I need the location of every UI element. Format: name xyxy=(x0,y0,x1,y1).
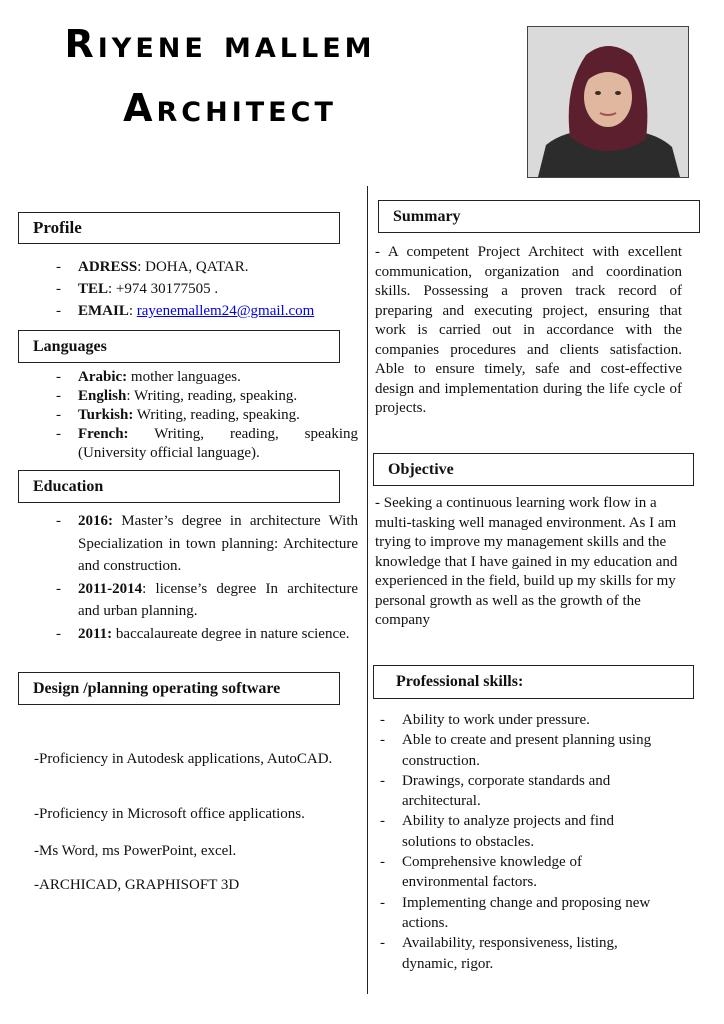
section-header-software xyxy=(18,672,340,705)
section-header-education xyxy=(18,470,340,503)
email-link[interactable]: rayenemallem24@gmail.com xyxy=(136,303,315,319)
section-header-skills xyxy=(373,665,694,699)
section-header-summary xyxy=(378,200,700,233)
section-title-languages: Languages xyxy=(33,337,107,355)
section-header-languages xyxy=(18,330,340,363)
objective-text: - Seeking a continuous learning work flow in a multi-tasking well managed environment. As I am trying to improve my management skills and the knowledge that I have gained in my education and experienced in the field, build up my skills for my personal growth as well as the growth of the company xyxy=(375,495,678,628)
language-item: - French: Writing, reading, speaking (University official language). xyxy=(56,425,358,463)
section-title-software: Design /planning operating software xyxy=(33,679,281,697)
section-header-objective xyxy=(373,453,694,486)
resume-name: Riyene mallem xyxy=(64,22,376,66)
education-item: - 2011: baccalaureate degree in nature science. xyxy=(56,623,358,646)
profile-phone: - TEL: +974 30177505 . xyxy=(56,278,356,300)
software-line: -Ms Word, ms PowerPoint, excel. xyxy=(34,843,237,859)
summary-text: - A competent Project Architect with excellent communication, organization and coordination skills. Possessing a proven track record of preparing and executing project, ensuring that work is carried out in accordance with the companies procedures and clients satisfaction. Able to ensure timely, safe and cost-effective design and implementation during the life cycle of projects. xyxy=(375,244,682,416)
education-list xyxy=(56,510,358,645)
skill-item: - Ability to analyze projects and find solutions to obstacles. xyxy=(380,811,670,852)
software-line: -Proficiency in Autodesk applications, AutoCAD. xyxy=(34,751,333,767)
skills-list xyxy=(380,710,670,974)
languages-list xyxy=(56,368,358,463)
section-title-education: Education xyxy=(33,477,104,495)
software-line: -Proficiency in Microsoft office applications. xyxy=(34,806,305,822)
skill-item: - Implementing change and proposing new actions. xyxy=(380,893,670,934)
section-title-skills: Professional skills: xyxy=(396,673,524,691)
resume-job-title: Architect xyxy=(123,86,337,130)
section-title-profile: Profile xyxy=(33,217,82,237)
language-item: - Arabic: mother languages. xyxy=(56,368,358,387)
skill-item: - Comprehensive knowledge of environmental factors. xyxy=(380,852,670,893)
portrait-image xyxy=(528,27,688,177)
skill-item: - Ability to work under pressure. xyxy=(380,710,670,730)
skill-item: - Availability, responsiveness, listing, dynamic, rigor. xyxy=(380,933,670,974)
education-item: - 2016: Master’s degree in architecture With Specialization in town planning: Architecture and construction. xyxy=(56,510,358,578)
profile-photo xyxy=(527,26,689,178)
profile-address: - ADRESS: DOHA, QATAR. xyxy=(56,256,356,278)
section-title-objective: Objective xyxy=(388,460,454,478)
software-line: -ARCHICAD, GRAPHISOFT 3D xyxy=(34,877,240,893)
language-item: - English: Writing, reading, speaking. xyxy=(56,387,358,406)
skill-item: - Drawings, corporate standards and architectural. xyxy=(380,771,670,812)
skill-item: - Able to create and present planning using construction. xyxy=(380,730,670,771)
education-item: - 2011-2014: license’s degree In architecture and urban planning. xyxy=(56,578,358,623)
section-header-profile xyxy=(18,212,340,244)
column-divider xyxy=(367,186,368,994)
language-item: - Turkish: Writing, reading, speaking. xyxy=(56,406,358,425)
profile-list xyxy=(56,256,356,322)
profile-email: - EMAIL: rayenemallem24@gmail.com xyxy=(56,300,356,322)
section-title-summary: Summary xyxy=(393,207,461,225)
